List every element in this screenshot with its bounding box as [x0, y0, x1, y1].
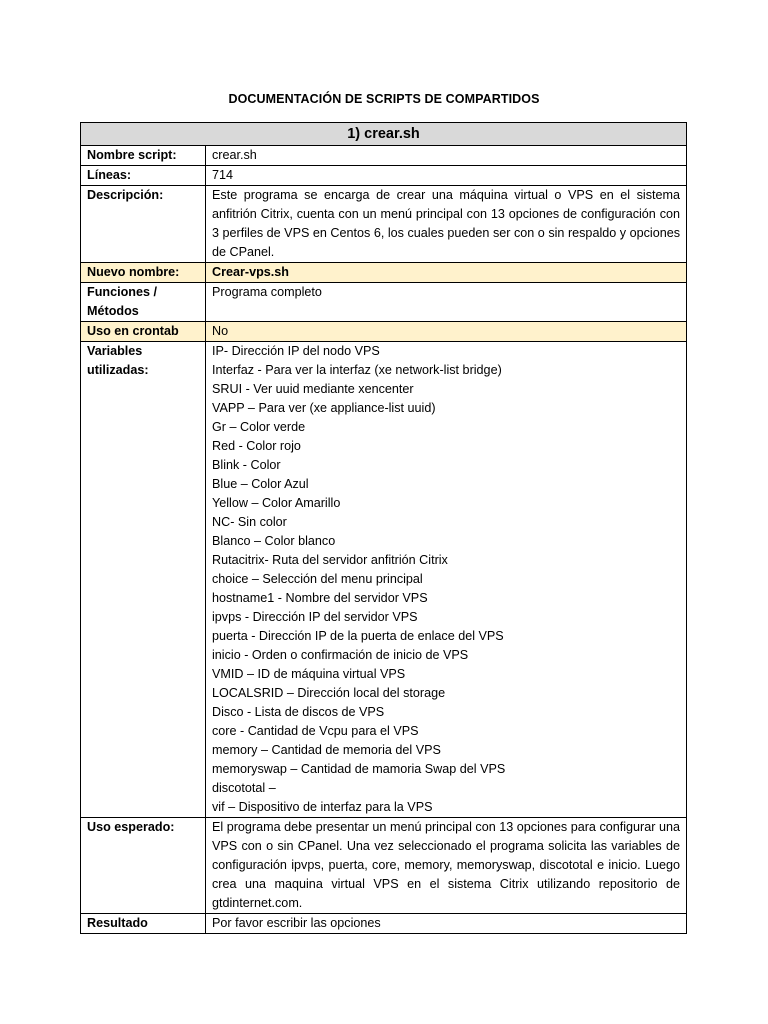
descripcion-label: Descripción: [81, 186, 206, 263]
variable-item: memory – Cantidad de memoria del VPS [212, 743, 441, 757]
variables-label: Variables utilizadas: [81, 342, 206, 818]
variable-item: puerta - Dirección IP de la puerta de enlace del VPS [212, 629, 504, 643]
variable-item: LOCALSRID – Dirección local del storage [212, 686, 446, 700]
uso-esperado-value: El programa debe presentar un menú principal con 13 opciones para configurar una VPS con o sin CPanel. Una vez seleccionado el programa solicita las variables de configuración ipvps, puerta, core, memory, memoryswap, discototal e inicio. Luego crea una maquina virtual VPS en el sistema Citrix utilizando repositorio de gtdinternet.com. [206, 818, 687, 914]
variable-item: hostname1 - Nombre del servidor VPS [212, 591, 428, 605]
resultado-value: Por favor escribir las opciones [206, 914, 687, 934]
variable-item: SRUI - Ver uuid mediante xencenter [212, 382, 414, 396]
resultado-label: Resultado [81, 914, 206, 934]
lineas-label: Líneas: [81, 166, 206, 186]
variable-item: VAPP – Para ver (xe appliance-list uuid) [212, 401, 436, 415]
row-nombre-script [81, 146, 687, 166]
variables-list [206, 342, 687, 818]
descripcion-value: Este programa se encarga de crear una máquina virtual o VPS en el sistema anfitrión Citrix, cuenta con un menú principal con 13 opciones de configuración con 3 perfiles de VPS en Centos 6, los cuales pueden ser con o sin respaldo y opciones de CPanel. [206, 186, 687, 263]
row-resultado [81, 914, 687, 934]
section-header: 1) crear.sh [81, 123, 687, 146]
row-uso-esperado [81, 818, 687, 914]
variable-item: Blink - Color [212, 458, 281, 472]
nuevo-nombre-label: Nuevo nombre: [81, 263, 206, 283]
variable-item: memoryswap – Cantidad de mamoria Swap del VPS [212, 762, 506, 776]
variable-item: NC- Sin color [212, 515, 287, 529]
row-descripcion [81, 186, 687, 263]
script-doc-table [80, 122, 687, 934]
variable-item: Red - Color rojo [212, 439, 301, 453]
document-title: DOCUMENTACIÓN DE SCRIPTS DE COMPARTIDOS [228, 92, 540, 106]
variable-item: Yellow – Color Amarillo [212, 496, 341, 510]
nuevo-nombre-value: Crear-vps.sh [206, 263, 687, 283]
variable-item: Blue – Color Azul [212, 477, 309, 491]
variable-item: vif – Dispositivo de interfaz para la VPS [212, 800, 433, 814]
variable-item: Interfaz - Para ver la interfaz (xe network-list bridge) [212, 363, 502, 377]
nombre-script-value: crear.sh [206, 146, 687, 166]
uso-esperado-label: Uso esperado: [81, 818, 206, 914]
row-funciones [81, 283, 687, 322]
crontab-label: Uso en crontab [81, 322, 206, 342]
variable-item: Gr – Color verde [212, 420, 306, 434]
variable-item: core - Cantidad de Vcpu para el VPS [212, 724, 419, 738]
variable-item: ipvps - Dirección IP del servidor VPS [212, 610, 418, 624]
variable-item: Blanco – Color blanco [212, 534, 336, 548]
variable-item: discototal – [212, 781, 276, 795]
crontab-value: No [206, 322, 687, 342]
variable-item: inicio - Orden o confirmación de inicio de VPS [212, 648, 469, 662]
row-crontab [81, 322, 687, 342]
variable-item: Rutacitrix- Ruta del servidor anfitrión Citrix [212, 553, 448, 567]
funciones-label: Funciones / Métodos [81, 283, 206, 322]
row-nuevo-nombre [81, 263, 687, 283]
variable-item: Disco - Lista de discos de VPS [212, 705, 385, 719]
lineas-value: 714 [206, 166, 687, 186]
row-variables [81, 342, 687, 818]
funciones-value: Programa completo [206, 283, 687, 322]
section-header-row [81, 123, 687, 146]
nombre-script-label: Nombre script: [81, 146, 206, 166]
row-lineas [81, 166, 687, 186]
variable-item: IP- Dirección IP del nodo VPS [212, 344, 380, 358]
variable-item: choice – Selección del menu principal [212, 572, 423, 586]
variable-item: VMID – ID de máquina virtual VPS [212, 667, 406, 681]
